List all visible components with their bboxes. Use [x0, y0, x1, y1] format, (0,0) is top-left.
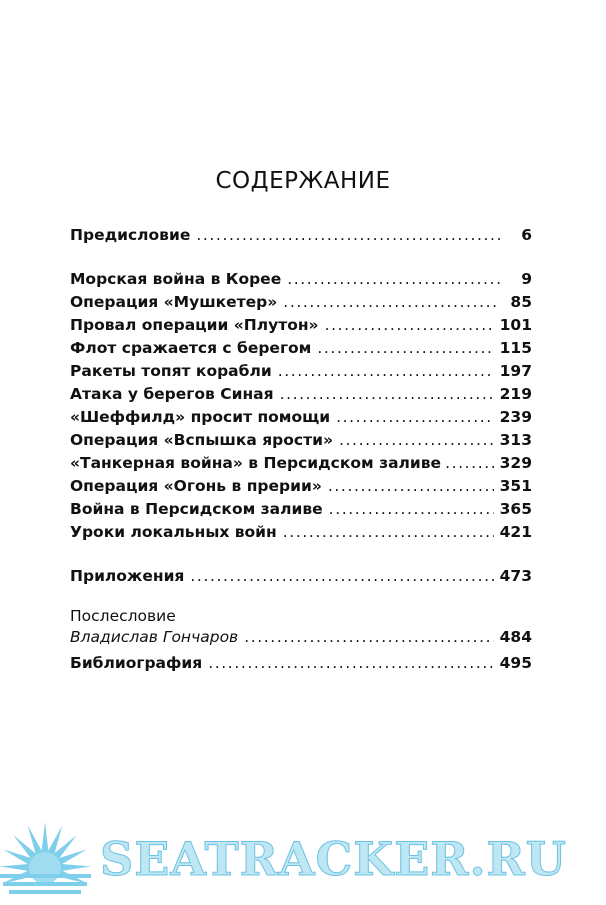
- entry-title: «Шеффилд» просит помощи: [70, 408, 331, 426]
- entry-page: 421: [499, 523, 532, 541]
- entry-title: «Танкерная война» в Персидском заливе: [70, 454, 442, 472]
- entry-title: Операция «Вспышка ярости»: [70, 431, 333, 449]
- entry-page: 101: [499, 316, 532, 334]
- entry-title: Предисловие: [70, 226, 191, 244]
- toc-entry: [70, 477, 532, 499]
- entry-title: Флот сражается с берегом: [70, 339, 312, 357]
- entry-title: Уроки локальных войн: [70, 523, 277, 541]
- entry-page: 365: [499, 500, 532, 518]
- entry-title: Морская война в Корее: [70, 270, 282, 288]
- entry-page: 6: [521, 226, 532, 244]
- toc-entry: [70, 500, 532, 522]
- entry-title: Операция «Огонь в прерии»: [70, 477, 322, 495]
- entry-page: 9: [521, 270, 532, 288]
- dot-leader: [445, 454, 496, 472]
- entry-title: Приложения: [70, 567, 185, 585]
- dot-leader: [278, 362, 494, 380]
- afterword-heading: Послесловие: [70, 607, 176, 625]
- toc-entry: [70, 339, 532, 361]
- entry-page: 85: [510, 293, 532, 311]
- entry-title: Библиография: [70, 654, 203, 672]
- toc-entry: [70, 316, 532, 338]
- dot-leader: [283, 293, 500, 311]
- entry-title: Война в Персидском заливе: [70, 500, 323, 518]
- dot-leader: [325, 316, 494, 334]
- entry-page: 197: [499, 362, 532, 380]
- dot-leader: [190, 567, 493, 585]
- dot-leader: [317, 339, 493, 357]
- toc-entry: [70, 293, 532, 315]
- toc-entry: [70, 523, 532, 545]
- dot-leader: [329, 500, 494, 518]
- entry-page: 351: [499, 477, 532, 495]
- dot-leader: [328, 477, 494, 495]
- entry-page: 313: [499, 431, 532, 449]
- entry-title: Ракеты топят корабли: [70, 362, 272, 380]
- entry-page: 219: [499, 385, 532, 403]
- dot-leader: [244, 628, 493, 646]
- toc-entry: [70, 408, 532, 430]
- toc-entry: [70, 226, 532, 248]
- dot-leader: [280, 385, 494, 403]
- entry-title: Операция «Мушкетер»: [70, 293, 278, 311]
- entry-page: 115: [499, 339, 532, 357]
- entry-title: Атака у берегов Синая: [70, 385, 274, 403]
- toc-entry: [70, 431, 532, 453]
- entry-page: 329: [499, 454, 532, 472]
- toc-entry: [70, 362, 532, 384]
- toc-entry: [70, 454, 532, 476]
- dot-leader: [336, 408, 494, 426]
- toc-entry: [70, 567, 532, 589]
- watermark-text: SEATRACKER.RU: [100, 832, 567, 886]
- toc-entry: [70, 654, 532, 676]
- dot-leader: [283, 523, 494, 541]
- page-title: СОДЕРЖАНИЕ: [215, 168, 391, 194]
- dot-leader: [287, 270, 500, 288]
- toc-entry-afterword: [70, 628, 532, 650]
- entry-page: 484: [499, 628, 532, 646]
- entry-page: 495: [499, 654, 532, 672]
- dot-leader: [339, 431, 494, 449]
- entry-page: 239: [499, 408, 532, 426]
- toc-entry: [70, 270, 532, 292]
- entry-page: 473: [499, 567, 532, 585]
- dot-leader: [196, 226, 500, 244]
- toc-entry: [70, 385, 532, 407]
- entry-title: Провал операции «Плутон»: [70, 316, 319, 334]
- dot-leader: [208, 654, 493, 672]
- afterword-author: Владислав Гончаров: [70, 628, 239, 646]
